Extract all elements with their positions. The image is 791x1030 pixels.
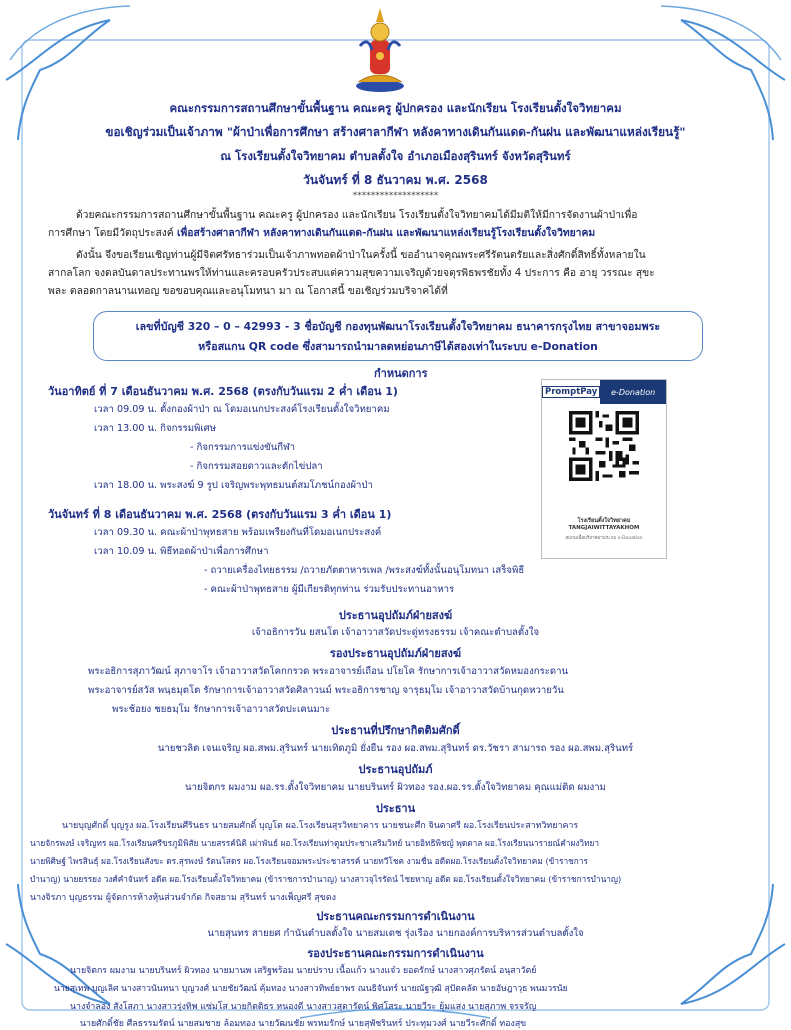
committee-line: นายจักรพงษ์ เจริญทร ผอ.โรงเรียนศรีขรภูมิพิสัย นายสรรค์นิติ เผ่าพันธ์ ผอ.โรงเรียนท่าตูมประชาเสริมวิทย์ นายอิทธิพิชญ์ พุดตาล ผอ.โรงเรียนนารายณ์คำผงวิทยา bbox=[30, 838, 600, 848]
account-number: เลขที่บัญชี 320 – 0 – 42993 - 3 ชื่อบัญชี กองทุนพัฒนาโรงเรียนตั้งใจวิทยาคม ธนาคารกรุงไทย สาขาจอมพระ bbox=[135, 320, 661, 333]
intro-line-2 bbox=[48, 225, 595, 242]
intro-line-3: ดังนั้น จึงขอเรียนเชิญท่านผู้มีจิตศรัทธาร่วมเป็นเจ้าภาพทอดผ้าป่าในครั้งนี้ ขออำนาจคุณพระศรีรัตนตรัยและสิ่งศักดิ์สิทธิ์ทั้งหลายใน bbox=[76, 249, 646, 261]
committee-line: นายชวลิต เจนเจริญ ผอ.สพม.สุรินทร์ นายเทิดภูมิ ยั่งยืน รอง ผอ.สพม.สุรินทร์ ดร.วัชรา สามารถ รอง ผอ.สพม.สุรินทร์ bbox=[157, 743, 634, 754]
committee-line: นายศักดิ์ชัย ศีลธรรมรัตน์ นายสมชาย ล้อมทอง นายวัฒนชัย พรหมรักษ์ นายสุพัชรินทร์ ประทุมวงศ์ นายวีระศักดิ์ ทองสุข bbox=[80, 1019, 527, 1029]
edonation-label: e-Donation bbox=[600, 380, 666, 404]
intro-purpose-label: การศึกษา โดยมีวัตถุประสงค์ bbox=[48, 227, 177, 239]
qr-header bbox=[542, 380, 666, 404]
committee-line: พระช้อยง ชยธมฺโม รักษาการเจ้าอาวาสวัดปะเคนมาะ bbox=[112, 704, 331, 715]
committee-title: ประธานอุปถัมภ์ฝ่ายสงฆ์ bbox=[338, 609, 453, 622]
schedule-item: เวลา 09.09 น. ตั้งกองผ้าป่า ณ โดมอเนกประสงค์โรงเรียนตั้งใจวิทยาคม bbox=[94, 404, 390, 415]
schedule-item: เวลา 10.09 น. พิธีทอดผ้าป่าเพื่อการศึกษา bbox=[94, 546, 269, 557]
qr-caption-thai: โรงเรียนตั้งใจวิทยาคม bbox=[577, 518, 631, 524]
committee-title: ประธานคณะกรรมการดำเนินงาน bbox=[316, 910, 475, 923]
committee-title: ประธานที่ปรึกษากิตติมศักดิ์ bbox=[331, 724, 460, 737]
school-crest-icon bbox=[348, 6, 412, 94]
schedule-item: เวลา 13.00 น. กิจกรรมพิเศษ bbox=[94, 423, 217, 434]
schedule-title: กำหนดการ bbox=[374, 367, 428, 380]
header-line-2: ขอเชิญร่วมเป็นเจ้าภาพ "ผ้าป่าเพื่อการศึกษา สร้างศาลากีฬา หลังคาทางเดินกันแดด-กันฝน และพัฒนาแหล่งเรียนรู้" bbox=[105, 125, 686, 139]
qr-caption-note: สแกนเพื่อบริจาคผ่านระบบ e-Donation bbox=[565, 536, 643, 541]
committee-line: นายสุเทพ บุญเลิศ นางสาวนันทนา บุญวงศ์ นายชัยวัฒน์ คุ้มทอง นางสาวทิพย์ยาพร ณนธิจันทร์ นายณัฐวุฒิ สุปัตคลัด นายอัษฎาวุธ พนมวรนัย bbox=[54, 984, 568, 994]
committee-line: บำนาญ) นายยรรยง วงศ์คำจันทร์ อดีต ผอ.โรงเรียนตั้งใจวิทยาคม (ข้าราชการบำนาญ) นางสาวจุไรรัตน์ ไชยหาญ อดีต ผอ.โรงเรียนตั้งใจวิทยาคม (ข้าราชการบำนาญ) bbox=[30, 874, 622, 884]
committee-line: เจ้าอธิการวัน ยสนโต เจ้าอาวาสวัดประดู่ทรงธรรม เจ้าคณะตำบลตั้งใจ bbox=[251, 627, 540, 638]
account-box bbox=[93, 311, 703, 361]
committee-title: ประธาน bbox=[375, 802, 416, 815]
qr-caption-english: TANGJAIWITTAYAKHOM bbox=[568, 525, 640, 531]
committee-line: นางจำลอง สังโสภา นางสาวรุ่งทิพ แซ่มโส นายกิตติธร หนองดี นางสาวสุดารัตน์ พิศโสระ นายวีระ ยุ้มแสง นายสุภาพ จรจรัญ bbox=[70, 1002, 537, 1012]
schedule-item: - กิจกรรมการแข่งขันกีฬา bbox=[190, 442, 296, 453]
committee-title: รองประธานคณะกรรมการดำเนินงาน bbox=[307, 947, 484, 960]
schedule-item: เวลา 18.00 น. พระสงฆ์ 9 รูป เจริญพระพุทธมนต์สมโภชน์กองผ้าป่า bbox=[94, 480, 373, 491]
promptpay-logo bbox=[542, 380, 600, 404]
intro-line-1: ด้วยคณะกรรมการสถานศึกษาขั้นพื้นฐาน คณะครู ผู้ปกครอง และนักเรียน โรงเรียนตั้งใจวิทยาคมได้มีมติให้มีการจัดงานผ้าป่าเพื่อ bbox=[76, 209, 638, 221]
committee-line: นายบุญศักดิ์ บุญรูง ผอ.โรงเรียนศีรินธร นายสมศักดิ์ บุญโต ผอ.โรงเรียนสุรวิทยาคาร นายชนะศึก จินดาศรี ผอ.โรงเรียนประสาทวิทยาคาร bbox=[62, 821, 579, 831]
schedule-item: เวลา 09.30 น. คณะผ้าป่าพุทธสาย พร้อมเพรียงกันที่โดมอเนกประสงค์ bbox=[94, 527, 382, 538]
intro-line-4: สากลโลก จงดลบันดาลประทานพรให้ท่านและครอบครัวประสบแต่ความสุขความเจริญด้วยจตุรพิธพรชัยทั้ง 4 ประการ คือ อายุ วรรณะ สุขะ bbox=[48, 267, 655, 279]
schedule-item: - ถวายเครื่องไทยธรรม /ถวายภัตตาหารเพล /พระสงฆ์ทั้งนั้นอนุโมทนา เสร็จพิธี bbox=[204, 565, 525, 576]
intro-line-5: พละ ตลอดกาลนานเทอญ ขอขอบคุณและอนุโมทนา มา ณ โอกาสนี้ ขอเชิญร่วมบริจาคได้ที่ bbox=[48, 285, 448, 297]
intro-purpose: เพื่อสร้างศาลากีฬา หลังคาทางเดินกันแดด-กันฝน และพัฒนาแหล่งเรียนรู้โรงเรียนตั้งใจวิทยาคม bbox=[176, 227, 596, 239]
committee-line: นายจิตกร ผมงาม นายบรินทร์ ผิวทอง นายมานพ เสริฐพร้อม นายปราบ เนื้อแก้ว นางแจ๋ว ยอดรักษ์ นางสาวศุภรัตน์ อนุสาวัตย์ bbox=[70, 966, 537, 976]
committee-title: รองประธานอุปถัมภ์ฝ่ายสงฆ์ bbox=[329, 647, 462, 660]
schedule-item: - คณะผ้าป่าพุทธสาย ผู้มีเกียรติทุกท่าน ร่วมรับประทานอาหาร bbox=[204, 584, 455, 595]
committee-line: พระอาจารย์สวัส พนฺธมุตโต รักษาการเจ้าอาวาสวัดศิลาวนม์ พระอธิการชาญ จารุธมฺโม เจ้าอาวาสวัดบ้านกุดหวายวัน bbox=[88, 685, 564, 696]
committee-line: พระอธิการสุภาวัฒน์ สุภาจาโร เจ้าอาวาสวัดโคกกรวด พระอาจารย์เถือน ปโยโค รักษาการเจ้าอาวาสวัดหมองกระดาน bbox=[88, 666, 569, 677]
committee-line: นายพิศิษฐ์ ไพรสินธุ์ ผอ.โรงเรียนสังขะ ดร.สุรพงษ์ รัตนโสดร ผอ.โรงเรียนจอมพระประชาสรรค์ นายทวีโชค งามชื่น อดีตผอ.โรงเรียนตั้งใจวิทยาคม (ข้าราชการ bbox=[30, 856, 588, 866]
schedule-day-2: วันจันทร์ ที่ 8 เดือนธันวาคม พ.ศ. 2568 (ตรงกับวันแรม 3 ค่ำ เดือน 1) bbox=[48, 508, 392, 521]
committee-title: ประธานอุปถัมภ์ bbox=[358, 763, 433, 776]
committee-line: นางจิรภา บุญธรรม ผู้จัดการห้างหุ้นส่วนจำกัด กิจสยาม สุรินทร์ นางเพ็ญศรี สุขดง bbox=[30, 893, 336, 903]
header-line-3: ณ โรงเรียนตั้งใจวิทยาคม ตำบลตั้งใจ อำเภอเมืองสุรินทร์ จังหวัดสุรินทร์ bbox=[220, 149, 571, 163]
qr-note: หรือสแกน QR code ซึ่งสามารถนำมาลดหย่อนภาษีได้สองเท่าในระบบ e-Donation bbox=[198, 340, 598, 353]
schedule-item: - กิจกรรมสอยดาวและตักไข่ปลา bbox=[190, 461, 323, 472]
header-divider: ******************* bbox=[352, 191, 439, 201]
committee-line: นายสุนทร สายยศ กำนันตำบลตั้งใจ นายสมเดช รุ่งเรือง นายกองค์การบริหารส่วนตำบลตั้งใจ bbox=[207, 928, 584, 939]
promptpay-label: PromptPay bbox=[542, 386, 600, 398]
schedule-day-1: วันอาทิตย์ ที่ 7 เดือนธันวาคม พ.ศ. 2568 (ตรงกับวันแรม 2 ค่ำ เดือน 1) bbox=[48, 385, 398, 398]
promptpay-qr-card bbox=[541, 379, 667, 559]
qr-code-icon[interactable] bbox=[569, 411, 639, 481]
committee-line: นายจิตกร ผมงาม ผอ.รร.ตั้งใจวิทยาคม นายบรินทร์ ผิวทอง รอง.ผอ.รร.ตั้งใจวิทยาคม คุณแม่ติด ผมงาม bbox=[185, 782, 606, 793]
header-line-1: คณะกรรมการสถานศึกษาขั้นพื้นฐาน คณะครู ผู้ปกครอง และนักเรียน โรงเรียนตั้งใจวิทยาคม bbox=[169, 101, 622, 115]
header-date: วันจันทร์ ที่ 8 ธันวาคม พ.ศ. 2568 bbox=[303, 173, 488, 187]
